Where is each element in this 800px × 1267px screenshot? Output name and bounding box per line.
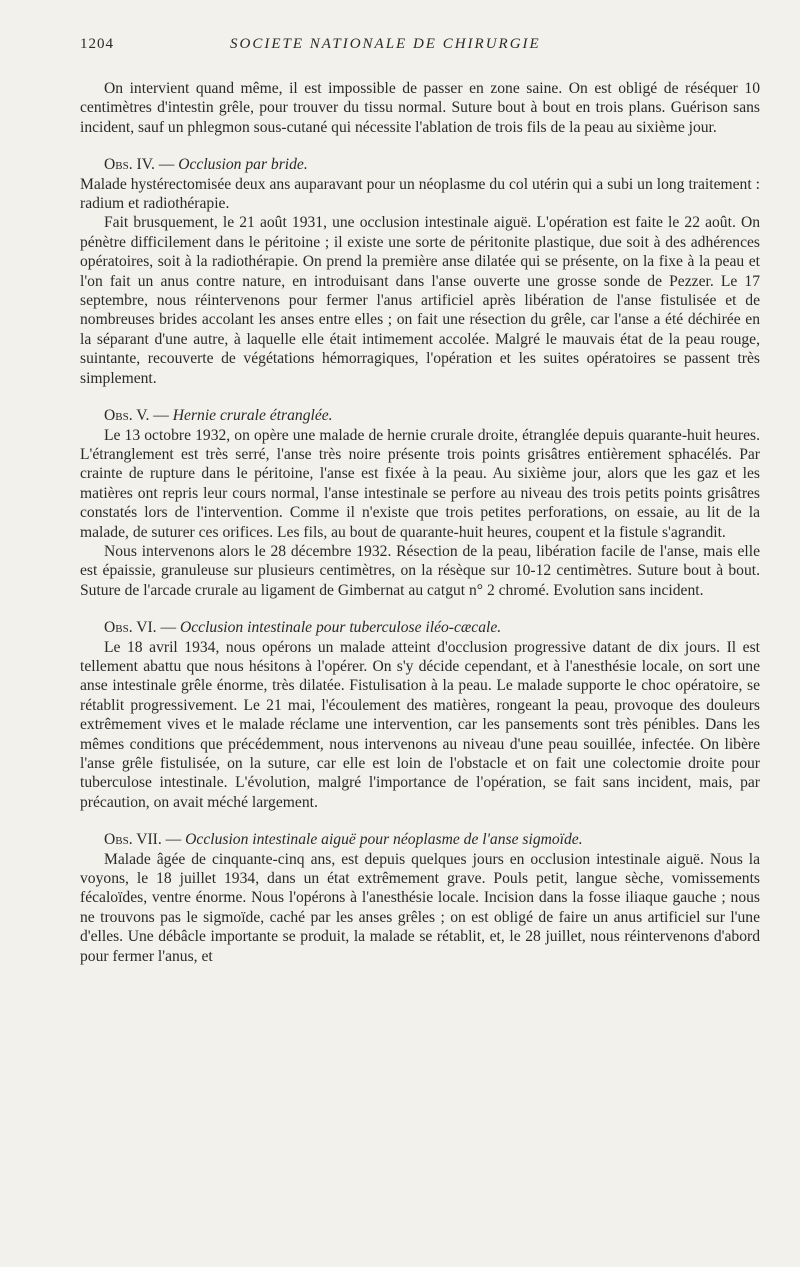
- observation-heading: Obs. V. — Hernie crurale étranglée.: [104, 407, 333, 425]
- observation-iv: [80, 155, 760, 388]
- running-title: SOCIETE NATIONALE DE CHIRURGIE: [230, 36, 541, 52]
- page-number: 1204: [80, 36, 114, 52]
- observation-paragraph: Malade âgée de cinquante-cinq ans, est depuis quelques jours en occlusion intestinale aiguë. Nous la voyons, le 18 juillet 1934, dans un état extrêmement grave. Pouls petit, langue sèche, vomissements fécaloïdes, ventre énorme. Nous l'opérons à l'anesthésie locale. Incision dans la fosse iliaque gauche ; nous ne trouvons pas le sigmoïde, caché par les anses grêles ; on est obligé de faire un anus artificiel sur l'une d'elles. Une débâcle importante se produit, la malade se rétablit, et, le 28 juillet, nous réintervenons d'abord pour fermer l'anus, et: [80, 850, 760, 965]
- observation-vii: [80, 830, 760, 966]
- observation-heading: Obs. IV. — Occlusion par bride.: [104, 156, 308, 174]
- observation-vi: [80, 618, 760, 812]
- observation-label: Obs. VI.: [104, 619, 157, 637]
- intro-paragraph: On intervient quand même, il est impossible de passer en zone saine. On est obligé de réséquer 10 centimètres d'intestin grêle, pour trouver du tissu normal. Suture bout à bout en trois plans. Guérison sans incident, sauf un phlegmon sous-cutané qui nécessite l'ablation de trois fils de la peau au sixième jour.: [80, 80, 760, 136]
- observation-label: Obs. V.: [104, 407, 150, 425]
- observation-v: [80, 406, 760, 600]
- observation-title: Occlusion intestinale pour tuberculose iléo-cæcale.: [179, 619, 502, 637]
- observation-paragraph: Le 18 avril 1934, nous opérons un malade atteint d'occlusion progressive datant de dix jours. Il est tellement abattu que nous hésitons à l'opérer. On s'y décide cependant, et à l'anesthésie locale, on sort une anse intestinale grêle énorme, très dilatée. Fistulisation à la peau. Le malade supporte le choc opératoire, se rétablit progressivement. Le 21 mai, l'écoulement des matières, rongeant la peau, provoque des douleurs extrêmement vives et le malade réclame une intervention, car les pansements sont très pénibles. Dans les mêmes conditions que précédemment, nous intervenons au niveau d'une peau souillée, infectée. On libère l'anse grêle fistulisée, on la suture, car elle est loin de l'obstacle et on fait une colectomie droite pour tuberculose intestinale. L'évolution, malgré l'importance de l'opération, se fait sans incident, mais, par précaution, on avait méché largement.: [80, 638, 760, 811]
- observation-heading: Obs. VI. — Occlusion intestinale pour tuberculose iléo-cæcale.: [104, 619, 502, 637]
- observation-label: Obs. VII.: [104, 831, 162, 849]
- observation-title: Hernie crurale étranglée.: [172, 407, 333, 425]
- observation-paragraph: Le 13 octobre 1932, on opère une malade de hernie crurale droite, étranglée depuis quarante-huit heures. L'étranglement est très serré, l'anse très noire présente trois points grisâtres entièrement sphacélés. Par crainte de rupture dans le péritoine, l'anse est fixée à la peau. Au sixième jour, alors que les gaz et les matières ont repris leur cours normal, l'anse intestinale se perfore au niveau des trois petits points grisâtres constatés lors de l'intervention. Comme il n'existe que trois petites perforations, on essaie, au lit de la malade, de suturer ces orifices. Les fils, au bout de quarante-huit heures, coupent et la fistule s'agrandit.: [80, 426, 760, 541]
- observation-heading: Obs. VII. — Occlusion intestinale aiguë pour néoplasme de l'anse sigmoïde.: [104, 831, 583, 849]
- observation-title: Occlusion par bride.: [178, 156, 308, 174]
- page-header: [80, 36, 760, 53]
- observation-paragraph: Malade hystérectomisée deux ans auparavant pour un néoplasme du col utérin qui a subi un long traitement : radium et radiothérapie.: [80, 175, 760, 213]
- observation-paragraph: Nous intervenons alors le 28 décembre 1932. Résection de la peau, libération facile de l'anse, mais elle est épaissie, granuleuse sur plusieurs centimètres, on la résèque sur 10-12 centimètres. Suture bout à bout. Suture de l'arcade crurale au ligament de Gimbernat au catgut n° 2 chromé. Evolution sans incident.: [80, 542, 760, 599]
- observation-paragraph: Fait brusquement, le 21 août 1931, une occlusion intestinale aiguë. L'opération est faite le 22 août. On pénètre difficilement dans le péritoine ; il existe une sorte de péritonite plastique, due soit à des adhérences opératoires, soit à la radiothérapie. On prend la première anse dilatée qui se présente, on la fixe à la peau et l'on fait un anus contre nature, en introduisant dans l'anse ouverte une grosse sonde de Pezzer. Le 17 septembre, nous réintervenons pour fermer l'anus artificiel après libération de l'anse fistulisée et de nombreuses brides accolant les anses entre elles ; on fait une résection du grêle, car l'anse a été déchirée en la séparant d'une autre, à laquelle elle était intimement accolée. Malgré le mauvais état de la peau rouge, suintante, recouverte de végétations hémorragiques, l'opération et les suites opératoires se passent très simplement.: [80, 214, 760, 387]
- observation-title: Occlusion intestinale aiguë pour néoplasme de l'anse sigmoïde.: [185, 831, 583, 849]
- observation-label: Obs. IV.: [104, 156, 155, 174]
